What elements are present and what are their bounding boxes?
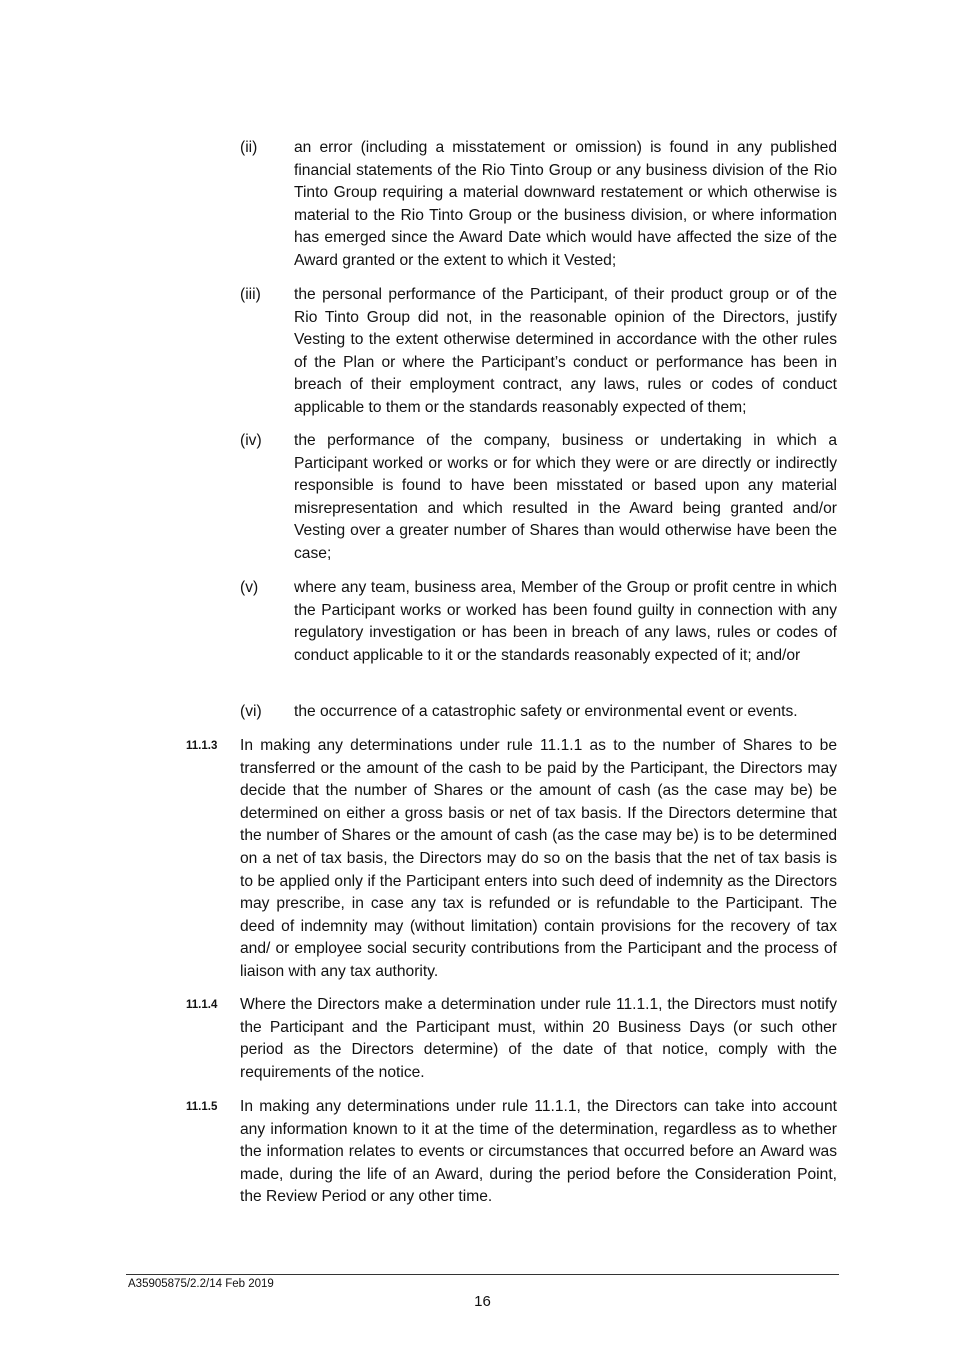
subitem-text: the personal performance of the Participant, of their product group or of the Rio Tinto Group did not, in the reasonable opinion of the Directors, justify Vesting to the extent otherwise determined in accordance with the other rules of the Plan or where the Participant’s conduct or performance has been in breach of their employment contract, any laws, rules or codes of conduct applicable to them or the standards reasonably expected of them; — [294, 286, 837, 416]
subitem-text: an error (including a misstatement or omission) is found in any published financial statements of the Rio Tinto Group or any business division of the Rio Tinto Group requiring a material downward restatement or which otherwise is material to the Rio Tinto Group or the business division, or where information has emerged since the Award Date which would have affected the size of the Award granted or the extent to which it Vested; — [294, 139, 837, 269]
subitem-number: (v) — [240, 579, 259, 596]
subitem-text: the occurrence of a catastrophic safety or environmental event or events. — [294, 703, 798, 720]
rule-number: 11.1.5 — [186, 1101, 218, 1113]
subitem-number: (iv) — [240, 432, 262, 449]
subitem-number: (ii) — [240, 139, 258, 156]
rule-number: 11.1.3 — [186, 740, 218, 752]
subitem-text: the performance of the company, business or undertaking in which a Participant worked or works or for which they were or are directly or indirectly responsible is found to have been misstated or based upon any material misrepresentation and which resulted in the Award being granted and/or Vesting over a greater number of Shares than would otherwise have been the case; — [294, 432, 837, 562]
document-reference: A35905875/2.2/14 Feb 2019 — [128, 1278, 274, 1290]
rule-text: In making any determinations under rule 11.1.1 as to the number of Shares to be transferred or the amount of the cash to be paid by the Participant, the Directors may decide that the number of Shares or the amount of cash (as the case may be) be determined on either a gross basis or net of tax basis. If the Directors determine that the number of Shares or the amount of cash (as the case may be) is to be determined on a net of tax basis, the Directors may do so on the basis that the net of tax basis is to be applied only if the Participant enters into such deed of indemnity as the Directors may prescribe, in case any tax is refunded or is refundable to the Participant. The deed of indemnity may (without limitation) contain provisions for the recovery of tax and/ or employee social security contributions from the Participant and the process of liaison with any tax authority. — [240, 737, 837, 980]
rule-text: In making any determinations under rule 11.1.1, the Directors can take into account any information known to it at the time of the determination, regardless as to whether the information relates to events or circumstances that occurred before an Award was made, during the life of an Award, during the period before the Consideration Point, the Review Period or any other time. — [240, 1098, 837, 1206]
subitem-number: (iii) — [240, 286, 261, 303]
rule-number: 11.1.4 — [186, 999, 218, 1011]
subitem-number: (vi) — [240, 703, 262, 720]
footer-divider — [126, 1274, 839, 1275]
rule-text: Where the Directors make a determination under rule 11.1.1, the Directors must notify the Participant and the Participant must, within 20 Business Days (or such other period as the Directors determine) of the date of that notice, comply with the requirements of the notice. — [240, 996, 837, 1081]
subitem-text: where any team, business area, Member of the Group or profit centre in which the Participant works or worked has been found guilty in connection with any regulatory investigation or has been in breach of any laws, rules or codes of conduct applicable to it or the standards reasonably expected of it; and/or — [294, 579, 837, 664]
page-number: 16 — [474, 1293, 491, 1310]
